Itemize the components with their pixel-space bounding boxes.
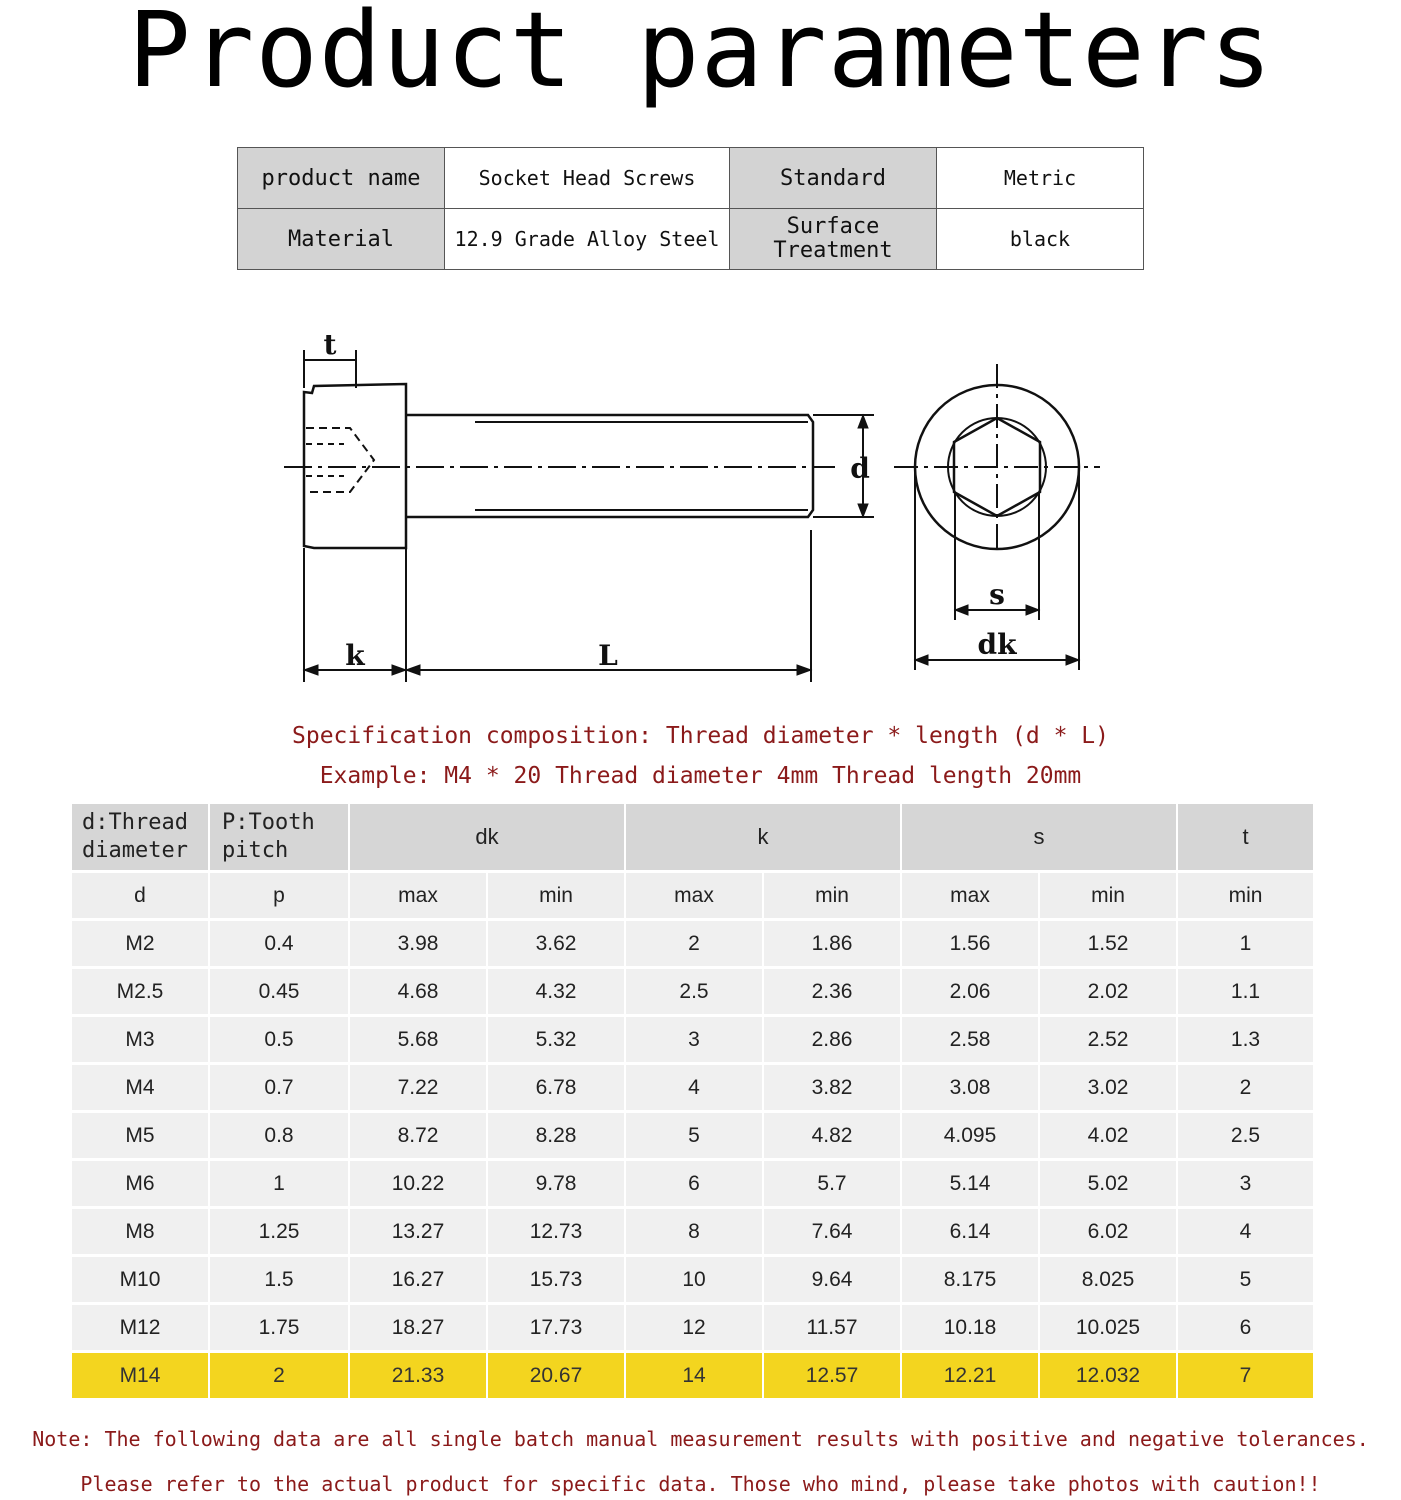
- table-row: [72, 1017, 1315, 1065]
- page-title: Product parameters: [127, 0, 1274, 111]
- table-cell: 2.5: [626, 969, 764, 1017]
- label-k: k: [345, 639, 365, 672]
- table-cell: 9.64: [764, 1257, 902, 1305]
- header-t: t: [1178, 804, 1315, 873]
- table-cell: 6: [626, 1161, 764, 1209]
- header-dk: dk: [350, 804, 626, 873]
- table-cell: 12.73: [488, 1209, 626, 1257]
- table-cell: 3.08: [902, 1065, 1040, 1113]
- table-row: [72, 921, 1315, 969]
- table-cell: 4.02: [1040, 1113, 1178, 1161]
- table-cell: 7.64: [764, 1209, 902, 1257]
- table-cell: 2.58: [902, 1017, 1040, 1065]
- table-cell: 0.45: [210, 969, 350, 1017]
- table-cell: 17.73: [488, 1305, 626, 1353]
- spec-example-line: Example: M4 * 20 Thread diameter 4mm Thread length 20mm: [319, 763, 1082, 789]
- spec-composition-line: Specification composition: Thread diameter * length (d * L): [292, 723, 1109, 749]
- table-cell: M5: [72, 1113, 210, 1161]
- table-row: [72, 1113, 1315, 1161]
- table-cell: 2: [210, 1353, 350, 1401]
- table-cell: M2: [72, 921, 210, 969]
- sub-header-cell: min: [1040, 873, 1178, 921]
- table-row: [72, 1161, 1315, 1209]
- table-cell: 20.67: [488, 1353, 626, 1401]
- table-cell: 3.82: [764, 1065, 902, 1113]
- sub-header-cell: min: [488, 873, 626, 921]
- note-line-2: Please refer to the actual product for specific data. Those who mind, please take photos with caution!!: [80, 1472, 1321, 1496]
- header-k: k: [626, 804, 902, 873]
- table-cell: 10.18: [902, 1305, 1040, 1353]
- table-cell: 14: [626, 1353, 764, 1401]
- table-cell: 1.86: [764, 921, 902, 969]
- table-cell: 1.25: [210, 1209, 350, 1257]
- sub-header-row: [72, 873, 1315, 921]
- table-cell: M6: [72, 1161, 210, 1209]
- table-cell: 1.1: [1178, 969, 1315, 1017]
- table-cell: 0.5: [210, 1017, 350, 1065]
- table-cell: 1.5: [210, 1257, 350, 1305]
- table-cell: 5.7: [764, 1161, 902, 1209]
- size-parameters-table: [72, 804, 1315, 1401]
- label-t: t: [323, 328, 337, 361]
- table-row: [72, 1257, 1315, 1305]
- table-cell: 5: [1178, 1257, 1315, 1305]
- table-cell: 7: [1178, 1353, 1315, 1401]
- table-cell: 8.28: [488, 1113, 626, 1161]
- sub-header-cell: max: [902, 873, 1040, 921]
- table-cell: 3: [1178, 1161, 1315, 1209]
- surface-treatment-value: black: [937, 209, 1144, 270]
- table-cell: 1.3: [1178, 1017, 1315, 1065]
- table-row: [72, 1065, 1315, 1113]
- surface-label-line-1: Surface: [786, 214, 880, 239]
- table-cell: 6.78: [488, 1065, 626, 1113]
- table-cell: M10: [72, 1257, 210, 1305]
- table-cell: 0.4: [210, 921, 350, 969]
- table-cell: 8.72: [350, 1113, 488, 1161]
- table-cell: 1.75: [210, 1305, 350, 1353]
- standard-label: Standard: [730, 148, 937, 209]
- table-cell: M8: [72, 1209, 210, 1257]
- table-cell: 5.14: [902, 1161, 1040, 1209]
- table-cell: 12: [626, 1305, 764, 1353]
- table-cell: 1.52: [1040, 921, 1178, 969]
- header-tooth-pitch: P:Tooth pitch: [210, 804, 350, 873]
- table-cell: 13.27: [350, 1209, 488, 1257]
- table-cell: 2: [626, 921, 764, 969]
- table-cell: M3: [72, 1017, 210, 1065]
- table-cell: 2.52: [1040, 1017, 1178, 1065]
- table-cell: 3.62: [488, 921, 626, 969]
- table-cell: 5.32: [488, 1017, 626, 1065]
- table-cell: 4: [626, 1065, 764, 1113]
- table-row: [72, 1305, 1315, 1353]
- table-cell: 2.36: [764, 969, 902, 1017]
- table-cell: 3.98: [350, 921, 488, 969]
- table-cell: 0.7: [210, 1065, 350, 1113]
- table-cell: M14: [72, 1353, 210, 1401]
- standard-value: Metric: [937, 148, 1144, 209]
- table-row: [72, 1353, 1315, 1401]
- table-cell: 1.56: [902, 921, 1040, 969]
- header-s: s: [902, 804, 1178, 873]
- table-cell: M2.5: [72, 969, 210, 1017]
- table-cell: 3.02: [1040, 1065, 1178, 1113]
- table-cell: 2.5: [1178, 1113, 1315, 1161]
- table-cell: 6.02: [1040, 1209, 1178, 1257]
- sub-header-cell: min: [1178, 873, 1315, 921]
- table-cell: 6.14: [902, 1209, 1040, 1257]
- table-cell: 4.32: [488, 969, 626, 1017]
- table-cell: 8.175: [902, 1257, 1040, 1305]
- table-cell: 5.68: [350, 1017, 488, 1065]
- sub-header-cell: d: [72, 873, 210, 921]
- table-cell: 10: [626, 1257, 764, 1305]
- table-cell: 4.82: [764, 1113, 902, 1161]
- table-cell: 1: [210, 1161, 350, 1209]
- header-thread-diameter: d:Thread diameter: [72, 804, 210, 873]
- sub-header-cell: max: [350, 873, 488, 921]
- table-row: [72, 969, 1315, 1017]
- table-cell: 10.22: [350, 1161, 488, 1209]
- socket-hidden-lines: [306, 428, 374, 492]
- product-name-value: Socket Head Screws: [445, 148, 730, 209]
- table-cell: 12.032: [1040, 1353, 1178, 1401]
- center-line-end: [894, 364, 1100, 552]
- table-cell: 21.33: [350, 1353, 488, 1401]
- table-cell: 2: [1178, 1065, 1315, 1113]
- label-L: L: [598, 639, 618, 672]
- table-cell: 2.06: [902, 969, 1040, 1017]
- table-cell: 12.57: [764, 1353, 902, 1401]
- table-cell: 18.27: [350, 1305, 488, 1353]
- label-d: d: [850, 452, 870, 485]
- sub-header-cell: p: [210, 873, 350, 921]
- table-cell: 10.025: [1040, 1305, 1178, 1353]
- table-cell: 9.78: [488, 1161, 626, 1209]
- table-cell: 8.025: [1040, 1257, 1178, 1305]
- table-cell: M4: [72, 1065, 210, 1113]
- table-cell: 5: [626, 1113, 764, 1161]
- table-cell: 6: [1178, 1305, 1315, 1353]
- sub-header-cell: min: [764, 873, 902, 921]
- table-cell: 3: [626, 1017, 764, 1065]
- table-cell: 4: [1178, 1209, 1315, 1257]
- table-cell: 7.22: [350, 1065, 488, 1113]
- table-cell: 4.095: [902, 1113, 1040, 1161]
- product-info-table: [237, 147, 1144, 270]
- table-cell: 8: [626, 1209, 764, 1257]
- table-cell: 12.21: [902, 1353, 1040, 1401]
- screw-dimension-diagram: [270, 320, 1110, 690]
- table-cell: M12: [72, 1305, 210, 1353]
- label-s: s: [989, 578, 1005, 611]
- product-name-label: product name: [238, 148, 445, 209]
- table-cell: 5.02: [1040, 1161, 1178, 1209]
- table-cell: 4.68: [350, 969, 488, 1017]
- surface-treatment-label: [730, 209, 937, 270]
- material-label: Material: [238, 209, 445, 270]
- table-cell: 1: [1178, 921, 1315, 969]
- table-cell: 15.73: [488, 1257, 626, 1305]
- table-cell: 2.86: [764, 1017, 902, 1065]
- table-cell: 11.57: [764, 1305, 902, 1353]
- surface-label-line-2: Treatment: [773, 238, 893, 263]
- table-cell: 16.27: [350, 1257, 488, 1305]
- group-header-row: [72, 804, 1315, 873]
- table-row: [72, 1209, 1315, 1257]
- material-value: 12.9 Grade Alloy Steel: [445, 209, 730, 270]
- sub-header-cell: max: [626, 873, 764, 921]
- note-line-1: Note: The following data are all single batch manual measurement results with positive and negative tolerances.: [32, 1427, 1369, 1451]
- table-cell: 0.8: [210, 1113, 350, 1161]
- label-dk: dk: [977, 628, 1017, 661]
- table-cell: 2.02: [1040, 969, 1178, 1017]
